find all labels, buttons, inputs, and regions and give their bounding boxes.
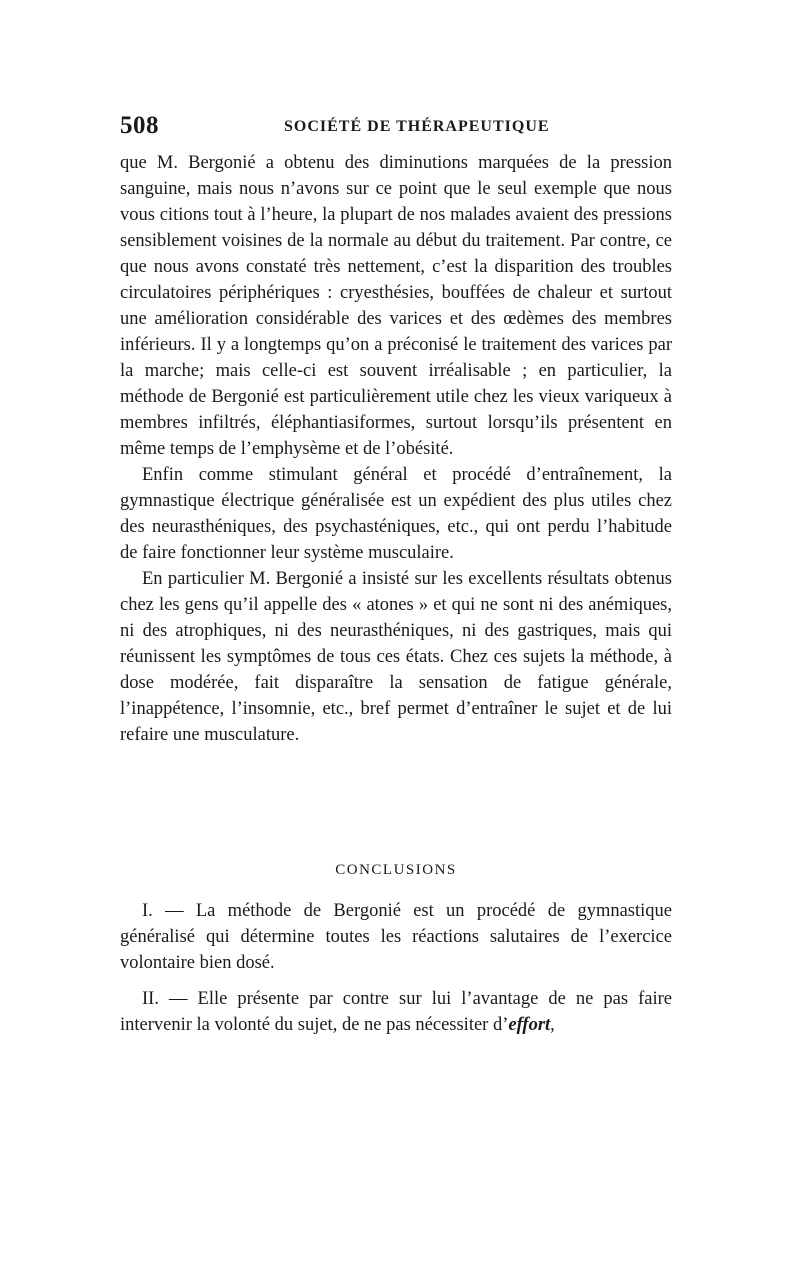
- paragraph-continuation: que M. Bergonié a obtenu des diminutions marquées de la pression sanguine, mais nous n’avons sur ce point que le seul exemple que nous vous citions tout à l’heure, la plupart de nos malades avaient des pressions sensiblement voisines de la normale au début du traitement. Par contre, ce que nous avons constaté très nettement, c’est la disparition des troubles circulatoires périphériques : cryesthésies, bouffées de chaleur et surtout une amélioration considérable des varices et des œdèmes des membres inférieurs. Il y a longtemps qu’on a préconisé le traitement des varices par la marche; mais celle-ci est souvent irréalisable ; en particulier, la méthode de Bergonié est particulièrement utile chez les vieux variqueux à membres infiltrés, éléphantiasiformes, surtout lorsqu’ils présentent en même temps de l’emphysème et de l’obésité.: [120, 153, 672, 459]
- paragraph-stimulant: Enfin comme stimulant général et procédé d’entraînement, la gymnastique électrique généralisée est un expédient des plus utiles chez des neurasthéniques, des psychasténiques, etc., qui ont perdu l’habitude de faire fonctionner leur système musculaire.: [120, 465, 672, 563]
- paragraph-atones: En particulier M. Bergonié a insisté sur les excellents résultats obtenus chez les gens qu’il appelle des « atones » et qui ne sont ni des anémiques, ni des atrophiques, ni des neurasthéniques, ni des gastriques, mais qui réunissent les symptômes de tous ces états. Chez ces sujets la méthode, à dose modérée, fait disparaître la sensation de fatigue générale, l’inappétence, l’insomnie, etc., bref permet d’entraîner le sujet et de lui refaire une musculature.: [120, 569, 672, 745]
- running-title: SOCIÉTÉ DE THÉRAPEUTIQUE: [284, 118, 550, 135]
- conclusion-item-2-emphasis: effort: [508, 1015, 551, 1035]
- conclusion-item-2: [120, 986, 672, 1038]
- conclusion-item-1: I. — La méthode de Bergonié est un procédé de gymnastique généralisé qui détermine toutes les réactions salutaires de l’exercice volontaire bien dosé.: [120, 901, 672, 973]
- section-heading-conclusions: CONCLUSIONS: [335, 862, 457, 878]
- conclusion-item-2-text: II. — Elle présente par contre sur lui l’avantage de ne pas faire intervenir la volonté du sujet, de ne pas nécessiter d’: [120, 989, 672, 1035]
- conclusions-list: [120, 898, 672, 1038]
- running-head: [120, 112, 672, 142]
- page-number: 508: [120, 112, 159, 139]
- conclusion-item-2-tail: ,: [550, 1015, 555, 1035]
- body-text: [120, 150, 672, 748]
